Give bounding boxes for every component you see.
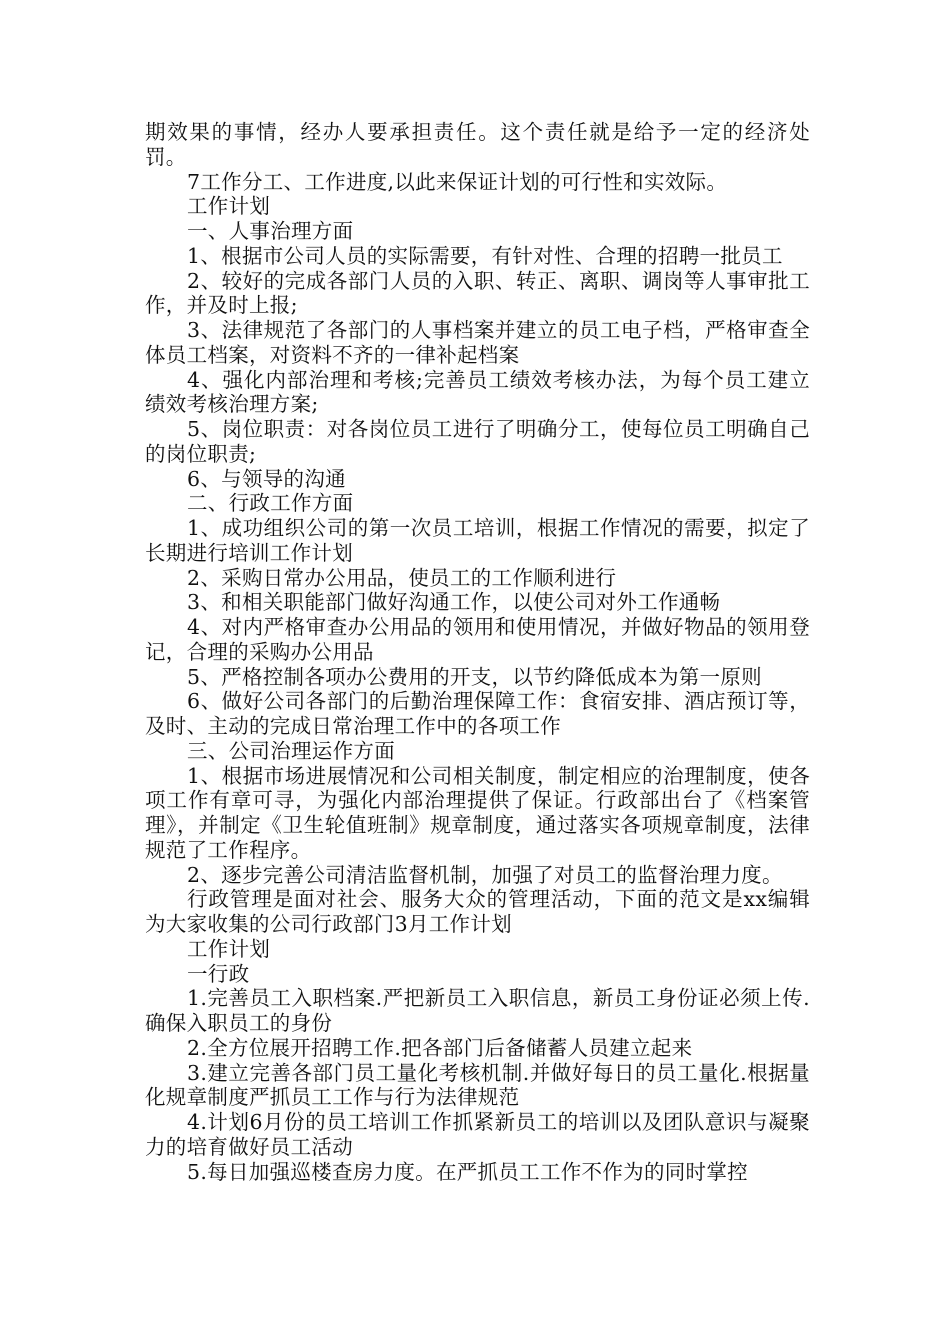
list-item: 3、和相关职能部门做好沟通工作，以使公司对外工作通畅 [187, 590, 721, 615]
list-item: 4.计划6月份的员工培训工作抓紧新员工的培训以及团队意识与凝聚力的培育做好员工活动 [145, 1110, 810, 1159]
list-item: 1、成功组织公司的第一次员工培训，根据工作情况的需要，拟定了长期进行培训工作计划 [145, 516, 810, 565]
list-item: 2、采购日常办公用品，使员工的工作顺利进行 [187, 565, 617, 590]
list-item: 1、根据市公司人员的实际需要，有针对性、合理的招聘一批员工 [187, 243, 783, 268]
list-item: 4、对内严格审查办公用品的领用和使用情况，并做好物品的领用登记，合理的采购办公用品 [145, 615, 810, 664]
paragraph: 行政管理是面对社会、服务大众的管理活动，下面的范文是xx编辑为大家收集的公司行政部门3月工作计划 [145, 887, 810, 936]
document-body [145, 120, 810, 1184]
list-item: 2、逐步完善公司清洁监督机制，加强了对员工的监督治理力度。 [187, 862, 783, 887]
paragraph: 7工作分工、工作进度,以此来保证计划的可行性和实效际。 [187, 169, 728, 194]
list-item: 1.完善员工入职档案.严把新员工入职信息，新员工身份证必须上传.确保入职员工的身份 [145, 986, 810, 1035]
list-item: 4、强化内部治理和考核;完善员工绩效考核办法，为每个员工建立绩效考核治理方案; [145, 367, 810, 417]
section-heading: 工作计划 [187, 936, 271, 961]
list-item: 3.建立完善各部门员工量化考核机制.并做好每日的员工量化.根据量化规章制度严抓员工工作与行为法律规范 [145, 1060, 810, 1110]
list-item: 1、根据市场进展情况和公司相关制度，制定相应的治理制度，使各项工作有章可寻，为强化内部治理提供了保证。行政部出台了《档案管理》，并制定《卫生轮值班制》规章制度，通过落实各项规章制度，法律规范了工作程序。 [145, 763, 810, 862]
list-item: 5、岗位职责：对各岗位员工进行了明确分工，使每位员工明确自己的岗位职责; [145, 417, 810, 466]
list-item: 6、与领导的沟通 [187, 466, 346, 491]
list-item: 5、严格控制各项办公费用的开支，以节约降低成本为第一原则 [187, 664, 762, 689]
section-heading: 三、公司治理运作方面 [187, 738, 395, 763]
paragraph: 期效果的事情，经办人要承担责任。这个责任就是给予一定的经济处罚。 [145, 120, 810, 169]
list-item: 3、法律规范了各部门的人事档案并建立的员工电子档，严格审查全体员工档案，对资料不齐的一律补起档案 [145, 318, 810, 367]
section-heading: 二、行政工作方面 [187, 491, 354, 516]
section-heading: 工作计划 [187, 194, 271, 219]
list-item: 2.全方位展开招聘工作.把各部门后备储蓄人员建立起来 [187, 1035, 693, 1060]
list-item: 6、做好公司各部门的后勤治理保障工作：食宿安排、酒店预订等，及时、主动的完成日常治理工作中的各项工作 [145, 689, 810, 738]
list-item: 2、较好的完成各部门人员的入职、转正、离职、调岗等人事审批工作，并及时上报; [145, 268, 810, 318]
section-heading: 一、人事治理方面 [187, 219, 354, 243]
section-heading: 一行政 [187, 961, 250, 986]
list-item: 5.每日加强巡楼查房力度。在严抓员工工作不作为的同时掌控 [187, 1159, 748, 1184]
